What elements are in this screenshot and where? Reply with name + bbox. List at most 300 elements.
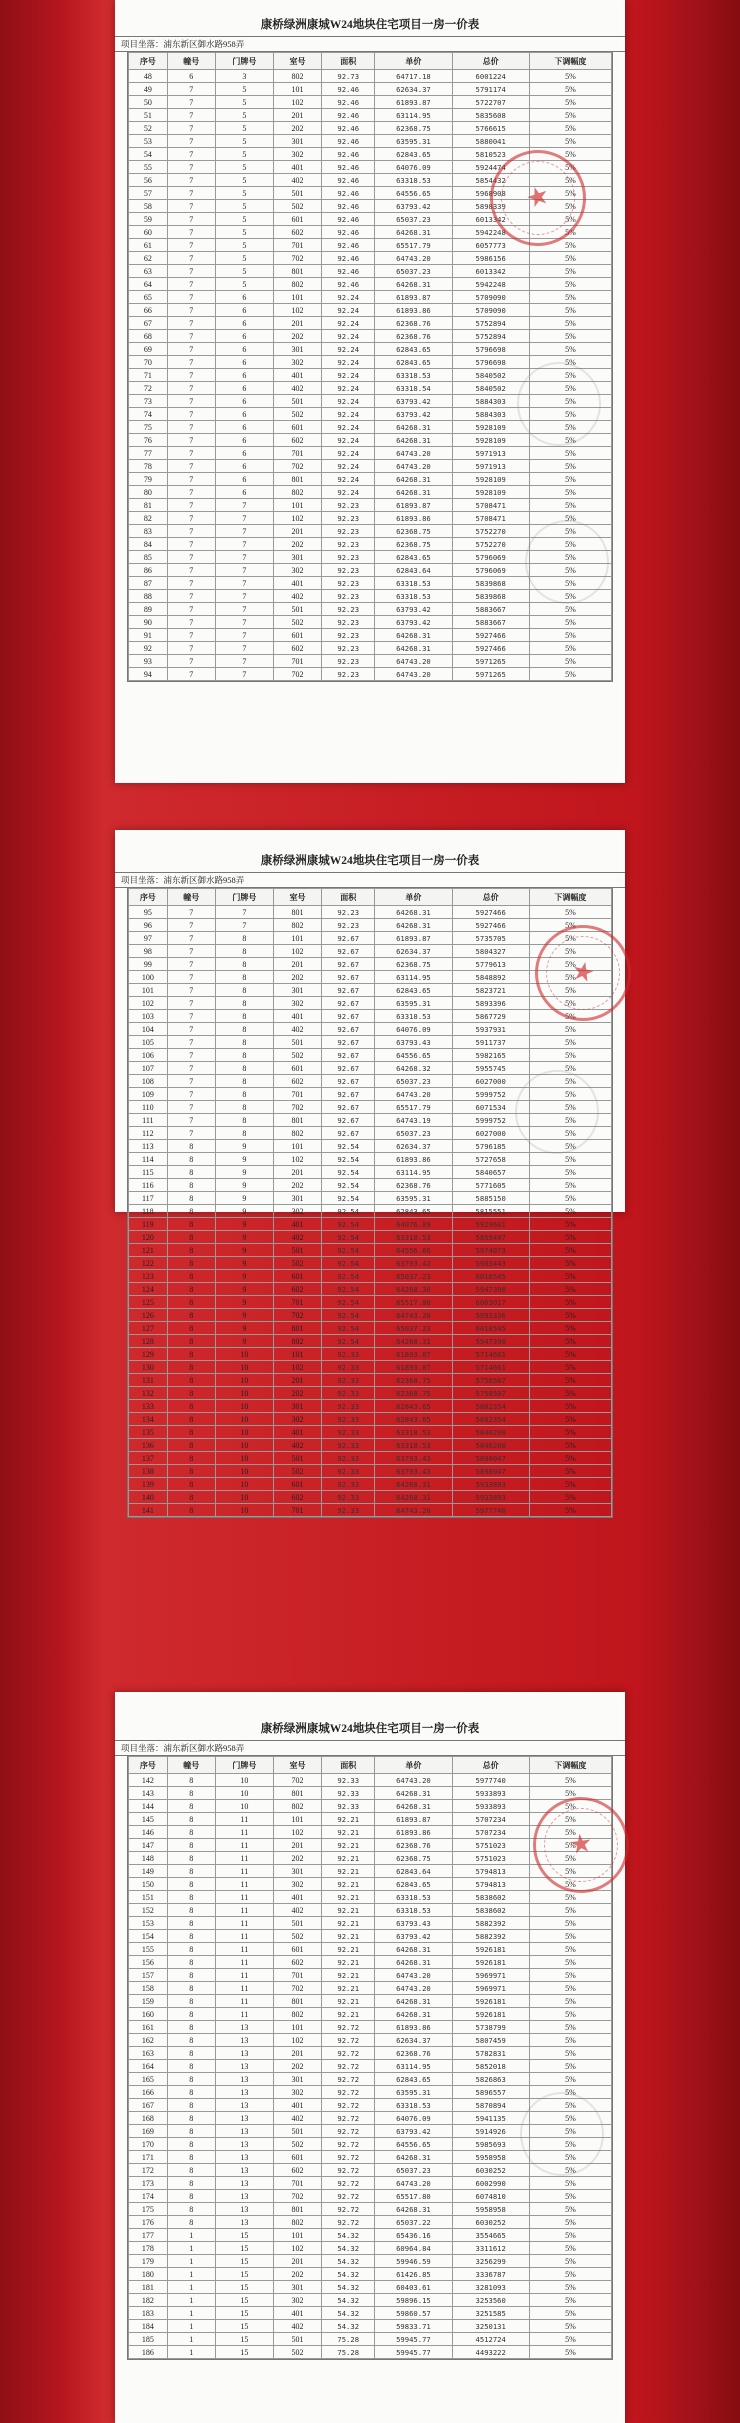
cell-unit-price: 64268.31 xyxy=(375,473,452,486)
cell-door-number: 13 xyxy=(215,2138,273,2151)
cell-building-number: 7 xyxy=(167,421,215,434)
cell-door-number: 10 xyxy=(215,1400,273,1413)
cell-room-number: 602 xyxy=(273,2164,321,2177)
cell-unit-price: 62634.37 xyxy=(375,1140,452,1153)
cell-door-number: 5 xyxy=(215,109,273,122)
cell-area: 92.72 xyxy=(322,2216,375,2229)
cell-row-index: 105 xyxy=(129,1036,168,1049)
cell-building-number: 8 xyxy=(167,2177,215,2190)
cell-reduction-rate: 5% xyxy=(529,1023,611,1036)
cell-door-number: 6 xyxy=(215,473,273,486)
cell-room-number: 801 xyxy=(273,265,321,278)
cell-total-price: 5796698 xyxy=(452,356,529,369)
column-header-reduction-rate: 下调幅度 xyxy=(529,53,611,70)
cell-door-number: 9 xyxy=(215,1218,273,1231)
cell-total-price: 5848892 xyxy=(452,971,529,984)
cell-room-number: 602 xyxy=(273,1283,321,1296)
cell-door-number: 13 xyxy=(215,2125,273,2138)
cell-room-number: 502 xyxy=(273,200,321,213)
table-row xyxy=(129,83,612,96)
cell-room-number: 102 xyxy=(273,1826,321,1839)
cell-total-price: 5815551 xyxy=(452,1205,529,1218)
cell-unit-price: 64268.32 xyxy=(375,1062,452,1075)
cell-room-number: 102 xyxy=(273,96,321,109)
cell-total-price: 5867729 xyxy=(452,1010,529,1023)
cell-reduction-rate: 5% xyxy=(529,1062,611,1075)
cell-row-index: 111 xyxy=(129,1114,168,1127)
cell-reduction-rate: 5% xyxy=(529,1982,611,1995)
cell-area: 92.24 xyxy=(322,356,375,369)
cell-unit-price: 64268.31 xyxy=(375,2151,452,2164)
table-row xyxy=(129,343,612,356)
cell-total-price: 5709090 xyxy=(452,304,529,317)
cell-door-number: 5 xyxy=(215,265,273,278)
cell-room-number: 401 xyxy=(273,2307,321,2320)
cell-area: 92.33 xyxy=(322,1452,375,1465)
table-row xyxy=(129,1426,612,1439)
cell-unit-price: 62634.37 xyxy=(375,2034,452,2047)
cell-unit-price: 59945.77 xyxy=(375,2346,452,2359)
cell-area: 92.33 xyxy=(322,1387,375,1400)
cell-row-index: 167 xyxy=(129,2099,168,2112)
cell-room-number: 301 xyxy=(273,343,321,356)
table-row xyxy=(129,460,612,473)
cell-door-number: 9 xyxy=(215,1244,273,1257)
cell-door-number: 13 xyxy=(215,2203,273,2216)
cell-room-number: 402 xyxy=(273,1439,321,1452)
cell-reduction-rate: 5% xyxy=(529,1878,611,1891)
cell-row-index: 110 xyxy=(129,1101,168,1114)
cell-room-number: 701 xyxy=(273,1088,321,1101)
table-row xyxy=(129,1257,612,1270)
table-row xyxy=(129,1969,612,1982)
cell-door-number: 13 xyxy=(215,2086,273,2099)
cell-row-index: 134 xyxy=(129,1413,168,1426)
cell-reduction-rate: 5% xyxy=(529,1774,611,1787)
cell-area: 92.67 xyxy=(322,1023,375,1036)
cell-area: 92.21 xyxy=(322,1956,375,1969)
cell-door-number: 11 xyxy=(215,1917,273,1930)
cell-total-price: 5999752 xyxy=(452,1114,529,1127)
cell-reduction-rate: 5% xyxy=(529,2021,611,2034)
cell-row-index: 104 xyxy=(129,1023,168,1036)
cell-row-index: 129 xyxy=(129,1348,168,1361)
cell-reduction-rate: 5% xyxy=(529,1257,611,1270)
column-header-reduction-rate: 下调幅度 xyxy=(529,1757,611,1774)
cell-unit-price: 61893.87 xyxy=(375,1361,452,1374)
cell-area: 92.23 xyxy=(322,525,375,538)
cell-door-number: 9 xyxy=(215,1309,273,1322)
cell-area: 92.46 xyxy=(322,265,375,278)
cell-building-number: 7 xyxy=(167,1036,215,1049)
cell-door-number: 6 xyxy=(215,460,273,473)
cell-reduction-rate: 5% xyxy=(529,1917,611,1930)
cell-row-index: 142 xyxy=(129,1774,168,1787)
cell-row-index: 144 xyxy=(129,1800,168,1813)
table-row xyxy=(129,1244,612,1257)
cell-area: 92.33 xyxy=(322,1439,375,1452)
cell-reduction-rate: 5% xyxy=(529,655,611,668)
cell-building-number: 7 xyxy=(167,265,215,278)
cell-unit-price: 62634.37 xyxy=(375,945,452,958)
cell-total-price: 5903443 xyxy=(452,1257,529,1270)
cell-total-price: 5884303 xyxy=(452,395,529,408)
cell-total-price: 5977740 xyxy=(452,1774,529,1787)
cell-total-price: 4512724 xyxy=(452,2333,529,2346)
cell-door-number: 5 xyxy=(215,148,273,161)
cell-door-number: 10 xyxy=(215,1387,273,1400)
cell-reduction-rate: 5% xyxy=(529,1322,611,1335)
cell-building-number: 7 xyxy=(167,1010,215,1023)
cell-reduction-rate: 5% xyxy=(529,1049,611,1062)
cell-area: 92.33 xyxy=(322,1491,375,1504)
cell-reduction-rate: 5% xyxy=(529,1465,611,1478)
cell-room-number: 302 xyxy=(273,997,321,1010)
cell-reduction-rate: 5% xyxy=(529,1296,611,1309)
cell-total-price: 3554665 xyxy=(452,2229,529,2242)
cell-area: 92.23 xyxy=(322,655,375,668)
cell-total-price: 5802354 xyxy=(452,1413,529,1426)
cell-row-index: 89 xyxy=(129,603,168,616)
cell-row-index: 73 xyxy=(129,395,168,408)
cell-area: 92.46 xyxy=(322,135,375,148)
cell-unit-price: 62843.65 xyxy=(375,551,452,564)
cell-door-number: 9 xyxy=(215,1205,273,1218)
cell-room-number: 501 xyxy=(273,2333,321,2346)
cell-door-number: 11 xyxy=(215,1969,273,1982)
cell-reduction-rate: 5% xyxy=(529,1361,611,1374)
cell-area: 92.46 xyxy=(322,122,375,135)
cell-unit-price: 63114.95 xyxy=(375,2060,452,2073)
cell-unit-price: 64743.20 xyxy=(375,1088,452,1101)
cell-room-number: 602 xyxy=(273,1491,321,1504)
cell-total-price: 5708471 xyxy=(452,499,529,512)
cell-door-number: 7 xyxy=(215,551,273,564)
cell-reduction-rate: 5% xyxy=(529,96,611,109)
cell-total-price: 6018545 xyxy=(452,1270,529,1283)
cell-building-number: 8 xyxy=(167,1800,215,1813)
cell-room-number: 401 xyxy=(273,2099,321,2112)
cell-door-number: 13 xyxy=(215,2112,273,2125)
table-row xyxy=(129,1930,612,1943)
cell-row-index: 83 xyxy=(129,525,168,538)
cell-row-index: 181 xyxy=(129,2281,168,2294)
cell-row-index: 135 xyxy=(129,1426,168,1439)
cell-reduction-rate: 5% xyxy=(529,447,611,460)
cell-door-number: 7 xyxy=(215,655,273,668)
cell-area: 92.67 xyxy=(322,1010,375,1023)
cell-area: 92.54 xyxy=(322,1218,375,1231)
cell-total-price: 5840657 xyxy=(452,1166,529,1179)
cell-unit-price: 59946.59 xyxy=(375,2255,452,2268)
cell-door-number: 15 xyxy=(215,2268,273,2281)
table-row xyxy=(129,1309,612,1322)
cell-row-index: 71 xyxy=(129,369,168,382)
cell-door-number: 8 xyxy=(215,1023,273,1036)
table-row xyxy=(129,2060,612,2073)
cell-total-price: 5771605 xyxy=(452,1179,529,1192)
cell-unit-price: 64268.31 xyxy=(375,1995,452,2008)
cell-row-index: 92 xyxy=(129,642,168,655)
cell-total-price: 5986156 xyxy=(452,252,529,265)
cell-unit-price: 63318.53 xyxy=(375,174,452,187)
cell-total-price: 6002990 xyxy=(452,2177,529,2190)
cell-row-index: 51 xyxy=(129,109,168,122)
table-row xyxy=(129,2177,612,2190)
cell-reduction-rate: 5% xyxy=(529,2164,611,2177)
cell-reduction-rate: 5% xyxy=(529,421,611,434)
cell-building-number: 8 xyxy=(167,1943,215,1956)
cell-unit-price: 60403.61 xyxy=(375,2281,452,2294)
cell-reduction-rate: 5% xyxy=(529,1140,611,1153)
column-header-area: 面积 xyxy=(322,1757,375,1774)
cell-door-number: 10 xyxy=(215,1504,273,1517)
cell-building-number: 8 xyxy=(167,1904,215,1917)
cell-building-number: 8 xyxy=(167,1787,215,1800)
cell-room-number: 502 xyxy=(273,1465,321,1478)
table-row xyxy=(129,1036,612,1049)
cell-room-number: 101 xyxy=(273,1813,321,1826)
cell-door-number: 7 xyxy=(215,642,273,655)
cell-area: 92.67 xyxy=(322,958,375,971)
cell-room-number: 402 xyxy=(273,2320,321,2333)
cell-unit-price: 65037.23 xyxy=(375,2164,452,2177)
cell-door-number: 8 xyxy=(215,945,273,958)
cell-room-number: 801 xyxy=(273,1787,321,1800)
cell-building-number: 1 xyxy=(167,2268,215,2281)
cell-total-price: 5933893 xyxy=(452,1478,529,1491)
cell-room-number: 302 xyxy=(273,148,321,161)
cell-total-price: 5968908 xyxy=(452,187,529,200)
project-address: 项目坐落：浦东新区御水路958弄 xyxy=(115,37,625,52)
cell-reduction-rate: 5% xyxy=(529,1839,611,1852)
cell-total-price: 5942248 xyxy=(452,226,529,239)
cell-row-index: 132 xyxy=(129,1387,168,1400)
cell-area: 75.28 xyxy=(322,2333,375,2346)
cell-row-index: 172 xyxy=(129,2164,168,2177)
cell-door-number: 6 xyxy=(215,486,273,499)
cell-building-number: 7 xyxy=(167,512,215,525)
cell-reduction-rate: 5% xyxy=(529,1114,611,1127)
cell-reduction-rate: 5% xyxy=(529,356,611,369)
cell-reduction-rate: 5% xyxy=(529,291,611,304)
cell-total-price: 5927466 xyxy=(452,642,529,655)
table-row xyxy=(129,2242,612,2255)
cell-total-price: 5933893 xyxy=(452,1800,529,1813)
table-row xyxy=(129,304,612,317)
cell-area: 92.67 xyxy=(322,1088,375,1101)
cell-building-number: 7 xyxy=(167,603,215,616)
cell-total-price: 5796185 xyxy=(452,1140,529,1153)
table-row xyxy=(129,265,612,278)
cell-building-number: 7 xyxy=(167,655,215,668)
table-header-row xyxy=(129,1757,612,1774)
cell-area: 92.54 xyxy=(322,1140,375,1153)
cell-building-number: 8 xyxy=(167,1969,215,1982)
cell-room-number: 601 xyxy=(273,1943,321,1956)
cell-area: 92.33 xyxy=(322,1400,375,1413)
cell-reduction-rate: 5% xyxy=(529,2307,611,2320)
cell-room-number: 401 xyxy=(273,577,321,590)
cell-room-number: 202 xyxy=(273,330,321,343)
cell-reduction-rate: 5% xyxy=(529,2099,611,2112)
cell-unit-price: 65436.16 xyxy=(375,2229,452,2242)
cell-building-number: 8 xyxy=(167,1452,215,1465)
cell-row-index: 162 xyxy=(129,2034,168,2047)
cell-reduction-rate: 5% xyxy=(529,2177,611,2190)
cell-area: 92.23 xyxy=(322,538,375,551)
cell-total-price: 5898339 xyxy=(452,200,529,213)
cell-room-number: 401 xyxy=(273,1010,321,1023)
cell-door-number: 6 xyxy=(215,356,273,369)
cell-reduction-rate: 5% xyxy=(529,1969,611,1982)
table-row xyxy=(129,629,612,642)
cell-area: 92.24 xyxy=(322,382,375,395)
cell-row-index: 84 xyxy=(129,538,168,551)
cell-building-number: 7 xyxy=(167,642,215,655)
cell-room-number: 401 xyxy=(273,369,321,382)
cell-door-number: 8 xyxy=(215,958,273,971)
cell-area: 92.46 xyxy=(322,239,375,252)
cell-reduction-rate: 5% xyxy=(529,971,611,984)
cell-building-number: 8 xyxy=(167,1361,215,1374)
cell-room-number: 201 xyxy=(273,1839,321,1852)
cell-total-price: 5947390 xyxy=(452,1283,529,1296)
cell-door-number: 15 xyxy=(215,2242,273,2255)
table-row xyxy=(129,1010,612,1023)
cell-building-number: 8 xyxy=(167,1348,215,1361)
cell-door-number: 10 xyxy=(215,1774,273,1787)
cell-room-number: 202 xyxy=(273,2060,321,2073)
table-row xyxy=(129,1878,612,1891)
cell-unit-price: 64743.20 xyxy=(375,2177,452,2190)
cell-room-number: 202 xyxy=(273,2268,321,2281)
table-row xyxy=(129,2268,612,2281)
cell-reduction-rate: 5% xyxy=(529,2073,611,2086)
cell-building-number: 8 xyxy=(167,1930,215,1943)
cell-building-number: 7 xyxy=(167,330,215,343)
cell-door-number: 5 xyxy=(215,83,273,96)
cell-row-index: 63 xyxy=(129,265,168,278)
cell-total-price: 5882392 xyxy=(452,1930,529,1943)
cell-room-number: 302 xyxy=(273,564,321,577)
cell-building-number: 7 xyxy=(167,616,215,629)
cell-total-price: 6013342 xyxy=(452,265,529,278)
cell-room-number: 201 xyxy=(273,958,321,971)
cell-area: 92.23 xyxy=(322,603,375,616)
table-row xyxy=(129,2333,612,2346)
cell-unit-price: 62368.75 xyxy=(375,538,452,551)
cell-unit-price: 64743.20 xyxy=(375,1774,452,1787)
column-header-total-price: 总价 xyxy=(452,1757,529,1774)
cell-reduction-rate: 5% xyxy=(529,1205,611,1218)
cell-area: 92.46 xyxy=(322,187,375,200)
cell-total-price: 5846200 xyxy=(452,1426,529,1439)
cell-room-number: 302 xyxy=(273,356,321,369)
cell-reduction-rate: 5% xyxy=(529,486,611,499)
cell-door-number: 13 xyxy=(215,2164,273,2177)
cell-area: 92.21 xyxy=(322,1917,375,1930)
cell-total-price: 5807459 xyxy=(452,2034,529,2047)
cell-total-price: 5926181 xyxy=(452,1943,529,1956)
cell-reduction-rate: 5% xyxy=(529,1127,611,1140)
cell-building-number: 8 xyxy=(167,2034,215,2047)
cell-reduction-rate: 5% xyxy=(529,1826,611,1839)
cell-unit-price: 64743.20 xyxy=(375,1982,452,1995)
cell-total-price: 5796698 xyxy=(452,343,529,356)
cell-room-number: 202 xyxy=(273,971,321,984)
cell-unit-price: 64268.31 xyxy=(375,906,452,919)
cell-reduction-rate: 5% xyxy=(529,1283,611,1296)
cell-total-price: 5971913 xyxy=(452,447,529,460)
cell-unit-price: 62634.37 xyxy=(375,83,452,96)
cell-unit-price: 62368.76 xyxy=(375,1839,452,1852)
cell-total-price: 5926181 xyxy=(452,2008,529,2021)
cell-area: 92.23 xyxy=(322,590,375,603)
cell-total-price: 5738799 xyxy=(452,2021,529,2034)
cell-total-price: 5883667 xyxy=(452,603,529,616)
cell-total-price: 5766615 xyxy=(452,122,529,135)
table-row xyxy=(129,1995,612,2008)
cell-building-number: 7 xyxy=(167,577,215,590)
cell-door-number: 6 xyxy=(215,395,273,408)
cell-door-number: 8 xyxy=(215,1049,273,1062)
cell-door-number: 5 xyxy=(215,252,273,265)
cell-area: 92.33 xyxy=(322,1413,375,1426)
cell-building-number: 7 xyxy=(167,1088,215,1101)
cell-unit-price: 63793.43 xyxy=(375,1452,452,1465)
cell-row-index: 86 xyxy=(129,564,168,577)
cell-door-number: 11 xyxy=(215,2008,273,2021)
cell-reduction-rate: 5% xyxy=(529,83,611,96)
cell-building-number: 8 xyxy=(167,1218,215,1231)
cell-area: 92.24 xyxy=(322,460,375,473)
cell-area: 92.72 xyxy=(322,2203,375,2216)
cell-door-number: 11 xyxy=(215,1878,273,1891)
cell-total-price: 5929601 xyxy=(452,1218,529,1231)
cell-total-price: 5714661 xyxy=(452,1361,529,1374)
cell-building-number: 7 xyxy=(167,997,215,1010)
cell-room-number: 501 xyxy=(273,395,321,408)
table-row xyxy=(129,932,612,945)
cell-row-index: 157 xyxy=(129,1969,168,1982)
cell-area: 54.32 xyxy=(322,2307,375,2320)
cell-room-number: 802 xyxy=(273,2008,321,2021)
cell-unit-price: 64076.09 xyxy=(375,1023,452,1036)
table-row xyxy=(129,109,612,122)
cell-total-price: 5752894 xyxy=(452,330,529,343)
cell-total-price: 5991336 xyxy=(452,1309,529,1322)
cell-building-number: 7 xyxy=(167,239,215,252)
cell-row-index: 117 xyxy=(129,1192,168,1205)
document-page-1 xyxy=(115,0,625,783)
cell-total-price: 5835608 xyxy=(452,109,529,122)
cell-row-index: 124 xyxy=(129,1283,168,1296)
cell-total-price: 6001224 xyxy=(452,70,529,83)
cell-unit-price: 62368.75 xyxy=(375,122,452,135)
cell-room-number: 202 xyxy=(273,538,321,551)
cell-row-index: 149 xyxy=(129,1865,168,1878)
cell-area: 92.46 xyxy=(322,174,375,187)
cell-building-number: 7 xyxy=(167,382,215,395)
table-row xyxy=(129,2086,612,2099)
cell-row-index: 148 xyxy=(129,1852,168,1865)
cell-building-number: 8 xyxy=(167,1296,215,1309)
cell-row-index: 125 xyxy=(129,1296,168,1309)
cell-room-number: 301 xyxy=(273,551,321,564)
cell-building-number: 8 xyxy=(167,1257,215,1270)
cell-unit-price: 64556.65 xyxy=(375,1049,452,1062)
